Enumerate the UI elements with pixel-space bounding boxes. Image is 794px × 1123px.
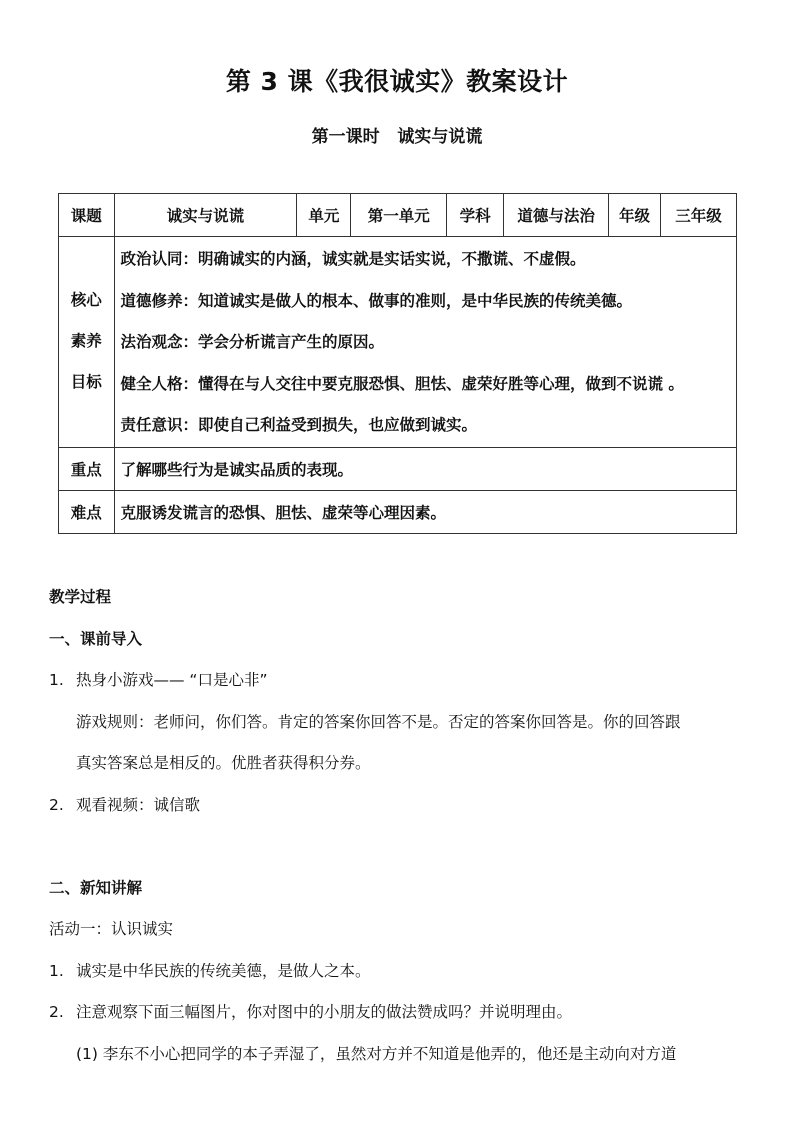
list-text: 观看视频：诚信歌 (76, 796, 201, 814)
topic-value: 诚实与说谎 (114, 194, 297, 237)
document-title: 第 3 课《我很诚实》教案设计 (225, 67, 569, 96)
section-heading: 二、新知讲解 (49, 879, 143, 897)
list-text: 热身小游戏—— “口是心非” (76, 671, 268, 689)
list-number: 1. (49, 671, 64, 689)
goal-item: 法治观念：学会分析谎言产生的原因。 (120, 333, 385, 351)
core-goals-label (59, 237, 115, 448)
list-number: 2. (49, 1003, 64, 1021)
core-label-line: 目标 (70, 373, 102, 392)
goal-item: 道德修养：知道诚实是做人的根本、做事的准则，是中华民族的传统美德。 (120, 291, 633, 310)
core-goals-row (59, 237, 737, 448)
list-number: 1. (49, 962, 64, 980)
core-label-line: 核心 (70, 291, 102, 310)
goal-item: 政治认同：明确诚实的内涵，诚实就是实话实说，不撒谎、不虚假。 (120, 250, 586, 268)
list-text: 诚实是中华民族的传统美德，是做人之本。 (76, 962, 371, 980)
list-text: 注意观察下面三幅图片，你对图中的小朋友的做法赞成吗？并说明理由。 (76, 1003, 573, 1021)
difficult-point-label: 难点 (59, 490, 115, 533)
activity-heading: 活动一：认识诚实 (49, 920, 174, 938)
goal-item: 责任意识：即使自己利益受到损失，也应做到诚实。 (120, 416, 478, 434)
list-item (49, 668, 268, 690)
list-item (49, 959, 371, 981)
subject-value: 道德与法治 (504, 194, 609, 237)
core-goals-list (114, 237, 736, 448)
lesson-info-table (58, 193, 737, 534)
difficult-point-text: 克服诱发谎言的恐惧、胆怯、虚荣等心理因素。 (114, 490, 736, 533)
goal-item: 健全人格：懂得在与人交往中要克服恐惧、胆怯、虚荣好胜等心理，做到不说谎 。 (120, 374, 684, 393)
section-heading: 一、课前导入 (49, 630, 143, 648)
unit-value: 第一单元 (351, 194, 447, 237)
teaching-process-heading: 教学过程 (49, 588, 112, 606)
key-point-text: 了解哪些行为是诚实品质的表现。 (114, 447, 736, 490)
list-item (49, 1000, 572, 1022)
grade-label: 年级 (609, 194, 661, 237)
table-header-row (59, 194, 737, 237)
list-number: 2. (49, 796, 64, 814)
key-point-row (59, 447, 737, 490)
document-subtitle: 第一课时 诚实与说谎 (311, 127, 483, 147)
unit-label: 单元 (297, 194, 351, 237)
sub-item: (1) 李东不小心把同学的本子弄湿了，虽然对方并不知道是他弄的，他还是主动向对方道 (76, 1045, 677, 1063)
topic-label: 课题 (59, 194, 115, 237)
paragraph-line: 真实答案总是相反的。优胜者获得积分券。 (76, 754, 371, 772)
paragraph-line: 游戏规则：老师问，你们答。肯定的答案你回答不是。否定的答案你回答是。你的回答跟 (76, 713, 681, 731)
grade-value: 三年级 (661, 194, 737, 237)
list-item (49, 793, 200, 815)
subject-label: 学科 (447, 194, 504, 237)
difficult-point-row (59, 490, 737, 533)
key-point-label: 重点 (59, 447, 115, 490)
core-label-line: 素养 (70, 332, 102, 351)
